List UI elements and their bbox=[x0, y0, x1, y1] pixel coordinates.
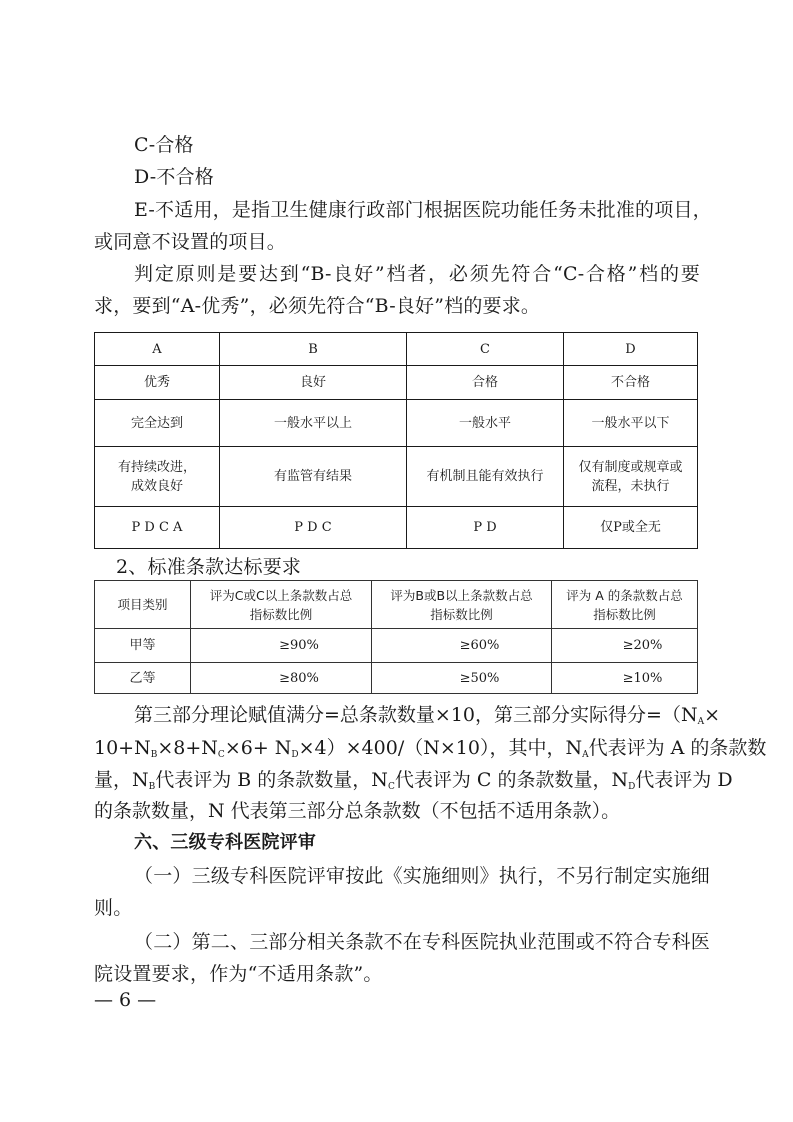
grade-table-cell: 有监管有结果 bbox=[220, 447, 407, 507]
grade-table-cell: 一般水平以下 bbox=[564, 400, 698, 447]
grade-table-cell: 仅有制度或规章或 流程，未执行 bbox=[564, 447, 698, 507]
standard-table-cell: ≥50% bbox=[372, 663, 552, 694]
principle-text-line1: 判定原则是要达到“B-良好”档者，必须先符合“C-合格”档的要 bbox=[134, 263, 700, 285]
formula-text: ×6+ N bbox=[224, 737, 292, 759]
standard-table-cell: 乙等 bbox=[95, 663, 191, 694]
standard-table-cell: ≥90% bbox=[191, 629, 372, 663]
formula-subscript: D bbox=[628, 782, 636, 792]
grade-table-row bbox=[95, 333, 698, 366]
grade-table-row bbox=[95, 366, 698, 400]
formula-text: 代表评为 D bbox=[635, 769, 733, 791]
formula-subscript: D bbox=[291, 750, 299, 760]
formula-text: 第三部分理论赋值满分=总条款数量×10，第三部分实际得分=（N bbox=[134, 704, 698, 726]
principle-text-line2: 求，要到“A-优秀”，必须先符合“B-良好”档的要求。 bbox=[94, 295, 541, 317]
grade-table-cell: 一般水平 bbox=[407, 400, 564, 447]
formula-subscript: B bbox=[150, 750, 158, 760]
standard-table-cell: ≥10% bbox=[552, 663, 698, 694]
level-c-text: C-合格 bbox=[134, 134, 194, 156]
grade-table-cell: P D bbox=[407, 507, 564, 549]
formula-subscript: B bbox=[148, 782, 156, 792]
section2-title: 2、标准条款达标要求 bbox=[116, 556, 302, 578]
formula-line2 bbox=[94, 736, 767, 760]
formula-text: ×8+N bbox=[157, 737, 218, 759]
formula-text: 量，N bbox=[94, 769, 149, 791]
section6-item2-line1: （二）第二、三部分相关条款不在专科医院执业范围或不符合专科医 bbox=[134, 931, 711, 953]
standard-table-cell: ≥80% bbox=[191, 663, 372, 694]
grade-table-row bbox=[95, 447, 698, 507]
section6-title: 六、三级专科医院评审 bbox=[134, 832, 316, 853]
formula-text: 10+N bbox=[94, 737, 151, 759]
formula-text: ×4）×400/（N×10），其中，N bbox=[298, 737, 583, 759]
formula-subscript: A bbox=[697, 717, 705, 727]
formula-line1 bbox=[134, 703, 720, 727]
formula-text: 代表评为 B 的条款数量，N bbox=[155, 769, 388, 791]
grade-table-cell: 仅P或全无 bbox=[564, 507, 698, 549]
formula-subscript: C bbox=[217, 750, 225, 760]
grade-table-row bbox=[95, 400, 698, 447]
level-e-text-line2: 或同意不设置的项目。 bbox=[94, 231, 287, 253]
grade-table-cell: 有持续改进， 成效良好 bbox=[95, 447, 220, 507]
header-cell-line: 评为B或B以上条款数占总 bbox=[390, 587, 533, 603]
standard-table-row bbox=[95, 629, 698, 663]
standard-table-row bbox=[95, 663, 698, 694]
header-cell-line: 指标数比例 bbox=[249, 606, 313, 622]
level-e-text-line1: E-不适用，是指卫生健康行政部门根据医院功能任务未批准的项目， bbox=[134, 199, 712, 221]
grade-table-cell: P D C A bbox=[95, 507, 220, 549]
grade-table-cell: 一般水平以上 bbox=[220, 400, 407, 447]
header-cell-line: 评为 A 的条款数占总 bbox=[566, 587, 683, 603]
formula-text: × bbox=[704, 704, 720, 726]
grade-table-cell: P D C bbox=[220, 507, 407, 549]
standard-table-header-cell bbox=[191, 581, 372, 629]
grade-table-row bbox=[95, 507, 698, 549]
header-cell-line: 项目类别 bbox=[117, 597, 168, 612]
standard-table-header-cell bbox=[95, 581, 191, 629]
header-cell-line: 评为C或C以上条款数占总 bbox=[209, 587, 353, 603]
section6-item1-line1: （一）三级专科医院评审按此《实施细则》执行，不另行制定实施细 bbox=[134, 865, 711, 887]
standard-table-header-row bbox=[95, 581, 698, 629]
section6-item1-line2: 则。 bbox=[94, 897, 133, 919]
formula-line3 bbox=[94, 768, 733, 792]
grade-table-cell: 有机制且能有效执行 bbox=[407, 447, 564, 507]
standard-table bbox=[94, 580, 698, 694]
standard-table-header-cell bbox=[552, 581, 698, 629]
standard-table-cell: 甲等 bbox=[95, 629, 191, 663]
grade-table-cell: 不合格 bbox=[564, 366, 698, 400]
header-cell-line: 指标数比例 bbox=[430, 606, 493, 622]
grade-table-cell: 合格 bbox=[407, 366, 564, 400]
formula-line4: 的条款数量，N 代表第三部分总条款数（不包括不适用条款）。 bbox=[94, 800, 621, 822]
formula-subscript: C bbox=[387, 782, 395, 792]
grade-table bbox=[94, 332, 698, 549]
grade-table-cell: C bbox=[407, 333, 564, 366]
grade-table-cell: 良好 bbox=[220, 366, 407, 400]
grade-table-cell: A bbox=[95, 333, 220, 366]
formula-text: 代表评为 A 的条款数 bbox=[588, 737, 767, 759]
standard-table-cell: ≥20% bbox=[552, 629, 698, 663]
standard-table-header-cell bbox=[372, 581, 552, 629]
formula-text: 代表评为 C 的条款数量，N bbox=[394, 769, 629, 791]
formula-subscript: A bbox=[582, 750, 589, 760]
grade-table-cell: 完全达到 bbox=[95, 400, 220, 447]
header-cell-line: 指标数比例 bbox=[593, 606, 656, 622]
grade-table-cell: B bbox=[220, 333, 407, 366]
standard-table-cell: ≥60% bbox=[372, 629, 552, 663]
section6-item2-line2: 院设置要求，作为“不适用条款”。 bbox=[94, 963, 383, 985]
grade-table-cell: D bbox=[564, 333, 698, 366]
page-number: — 6 — bbox=[94, 989, 157, 1011]
level-d-text: D-不合格 bbox=[134, 166, 215, 188]
grade-table-cell: 优秀 bbox=[95, 366, 220, 400]
